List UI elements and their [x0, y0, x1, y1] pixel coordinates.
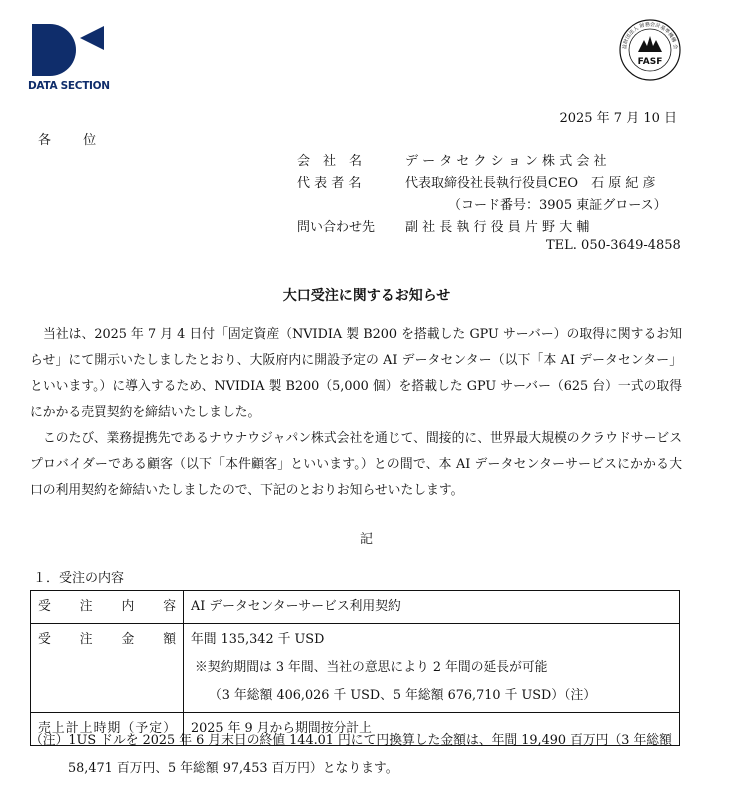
- body-paragraph: 当社は、2025 年 7 月 4 日付「固定資産（NVIDIA 製 B200 を搭載した GPU サーバー）の取得に関するお知らせ」にて開示いたしましたとおり、大阪府内に開設予定の AI データセンター（以下「本 AI データセンター」といいます。）に導入するため、NVIDIA 製 B200（5,000 個）を搭載した GPU サーバー（625 台）一式の取得にかかる売買契約を締結いたしました。: [30, 327, 682, 420]
- section-title: １．受注の内容: [33, 571, 125, 586]
- addressee: 各 位: [38, 133, 111, 148]
- table-row: [31, 591, 680, 624]
- ki-heading: 記: [359, 532, 373, 547]
- fasf-ring-text: 益財団法人 財務会計基準機構 会: [621, 21, 679, 50]
- contact-value: 副 社 長 執 行 役 員 片 野 大 輔: [405, 220, 590, 235]
- fasf-seal: [618, 18, 682, 82]
- page-title: 大口受注に関するお知らせ: [282, 288, 451, 304]
- fasf-text: FASF: [637, 57, 663, 67]
- logo-text: DATA SECTION: [28, 80, 110, 92]
- row-value: [184, 624, 680, 713]
- row-value: 2025 年 9 月から期間按分計上: [184, 713, 680, 746]
- contact-phone: TEL. 050-3649-4858: [546, 238, 681, 253]
- footnote: [30, 727, 682, 783]
- amount-line: ※契約期間は 3 年間、当社の意思により 2 年間の延長が可能: [195, 660, 548, 675]
- company-name-value: デ ー タ セ ク シ ョ ン 株 式 会 社: [405, 154, 607, 169]
- row-label: 受 注 内 容: [31, 591, 184, 624]
- amount-line: （3 年総額 406,026 千 USD、5 年総額 676,710 千 USD）（注）: [209, 688, 597, 703]
- amount-line: 年間 135,342 千 USD: [191, 632, 325, 647]
- company-name-label: 会 社 名: [297, 154, 363, 169]
- contact-label: 問い合わせ先: [297, 220, 376, 235]
- body-paragraph: このたび、業務提携先であるナウナウジャパン株式会社を通じて、間接的に、世界最大規模のクラウドサービスプロバイダーである顧客（以下「本件顧客」といいます。）との間で、本 AI データセンターサービスにかかる大口の利用契約を締結いたしましたので、下記のとおりお知らせいたします。: [30, 431, 682, 498]
- row-label: 売上計上時期（予定）: [31, 713, 184, 746]
- representative-value: 代表取締役社長執行役員CEO 石 原 紀 彦: [405, 176, 656, 191]
- data-section-d-icon: [28, 24, 112, 80]
- row-value: AI データセンターサービス利用契約: [184, 591, 680, 624]
- footnote-line: （注）1US ドルを 2025 年 6 月末日の終値 144.01 円にて円換算した金額は、年間 19,490 百万円（3 年総額: [30, 733, 672, 748]
- company-logo: [28, 24, 112, 96]
- table-row: [31, 624, 680, 713]
- order-details-table: [30, 590, 680, 746]
- fasf-seal-icon: [618, 18, 682, 82]
- representative-label: 代 表 者 名: [297, 176, 362, 191]
- stock-code: （コード番号：3905 東証グロース）: [448, 198, 667, 213]
- body-text: [30, 322, 682, 504]
- row-label: 受 注 金 額: [31, 624, 184, 713]
- footnote-line: 58,471 百万円、5 年総額 97,453 百万円）となります。: [68, 761, 399, 776]
- release-date: 2025 年 7 月 10 日: [559, 111, 677, 126]
